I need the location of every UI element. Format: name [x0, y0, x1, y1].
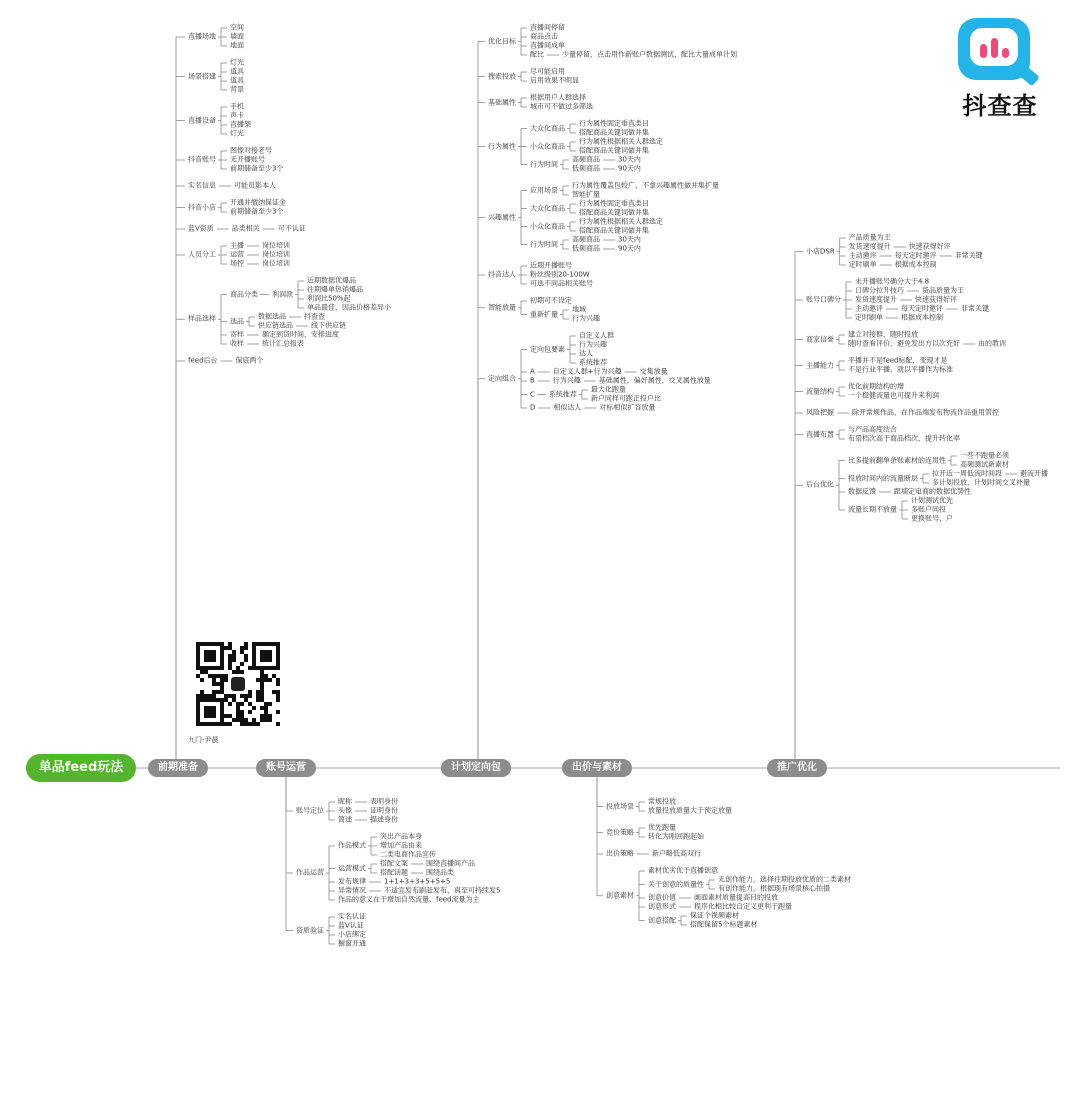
- node-label-3-3-4-1[interactable]: 搭配保留5个标题素材: [689, 920, 758, 929]
- node-label-2-7-0[interactable]: 定向包要素: [529, 345, 565, 353]
- node-label-2-3-2-0[interactable]: 高频商品: [571, 155, 600, 164]
- node-label-0-7[interactable]: 人员分工: [188, 250, 216, 259]
- node-label-4-7-3-0[interactable]: 计划测试优先: [910, 496, 953, 505]
- node-label-0-8-1-1[interactable]: 供应链选品: [257, 321, 293, 330]
- node-label-4-7-0-0[interactable]: 一些不跑量必须: [959, 451, 1009, 460]
- node-label-4-0-2-0-0[interactable]: 非常关键: [954, 251, 983, 260]
- node-label-0-3[interactable]: 抖音账号: [188, 155, 216, 164]
- node-label-4-5[interactable]: 风险把握: [806, 408, 834, 417]
- node-label-1-1-0-0[interactable]: 突出产品本身: [379, 832, 422, 841]
- node-label-4-1-3[interactable]: 主动邀评: [854, 304, 883, 313]
- node-label-4-1-0[interactable]: 未开播账号确分大于4.8: [854, 277, 930, 286]
- node-label-4-7-3-1[interactable]: 多账户同投: [910, 505, 946, 514]
- brand-logo: [954, 18, 1046, 128]
- node-label-0-7-1-0[interactable]: 岗位培训: [261, 250, 290, 259]
- node-label-2-5-2[interactable]: 可选不同品相关账号: [529, 279, 593, 288]
- node-label-1-1-2-0[interactable]: 1+1+3+3+5+5+5: [383, 877, 451, 886]
- node-label-2-2-1[interactable]: 城市可不做过多筛选: [529, 102, 593, 111]
- node-label-4-0-3-0[interactable]: 根据成本控制: [894, 260, 937, 269]
- node-label-0-8-3-0[interactable]: 统计汇总报表: [261, 339, 304, 348]
- node-label-0-3-1[interactable]: 无开播账号: [229, 155, 265, 164]
- node-label-2-6[interactable]: 智能放量: [488, 303, 516, 312]
- node-label-0-8-0-0-0[interactable]: 近期数据优爆品: [306, 276, 356, 285]
- node-label-0-8-2-0[interactable]: 确定到货时间，安排进度: [261, 330, 339, 339]
- node-label-2-7-1-0[interactable]: 自定义人群+行为兴趣: [552, 367, 622, 376]
- node-label-4-4-0[interactable]: 优化前期结构的增: [847, 382, 904, 391]
- node-label-2-7-1[interactable]: A: [529, 367, 535, 376]
- node-label-2-3-2-1[interactable]: 低频商品: [571, 164, 600, 173]
- node-label-2-0[interactable]: 优化目标: [488, 37, 516, 45]
- node-label-3-3[interactable]: 创意素材: [606, 891, 634, 900]
- node-label-0-7-2-0[interactable]: 岗位培训: [261, 259, 290, 268]
- node-label-2-4[interactable]: 兴趣属性: [488, 213, 516, 221]
- node-label-1-0-0-0[interactable]: 表明身份: [369, 797, 398, 806]
- qr-code-image: [196, 642, 280, 726]
- node-label-1-2[interactable]: 资质验证: [296, 926, 324, 934]
- node-label-2-7-2-0-0[interactable]: 基础属性，偏好属性，交叉属性放量: [598, 376, 711, 385]
- node-label-3-1-1[interactable]: 转化为刚回跑起始: [647, 832, 704, 841]
- node-label-1-0-2[interactable]: 简述: [337, 815, 352, 824]
- node-label-3-1[interactable]: 竞价策略: [606, 828, 634, 836]
- node-label-4-0-2[interactable]: 主动邀评: [848, 251, 877, 260]
- node-label-2-0-3-0[interactable]: 少量停留，点击用作新账户数据测试，配比大量成单计划: [561, 50, 737, 59]
- node-label-2-4-0-0[interactable]: 行为属性覆盖包较广，不拿兴趣属性做并集扩量: [571, 181, 719, 190]
- section-node-promotion[interactable]: 推广优化: [767, 759, 827, 777]
- node-label-1-1-1[interactable]: 运营模式: [337, 864, 366, 872]
- node-label-0-6[interactable]: 蓝V资质: [188, 224, 214, 233]
- node-label-2-7-0-3[interactable]: 系统推荐: [578, 358, 607, 367]
- node-label-2-7-0-2[interactable]: 达人: [578, 349, 593, 358]
- node-label-4-1-3-0[interactable]: 每天定时邀评: [900, 304, 943, 313]
- node-label-2-3[interactable]: 行为属性: [488, 142, 516, 150]
- node-label-2-7-4[interactable]: D: [529, 403, 536, 412]
- node-label-4-6-0[interactable]: 与产品高度结合: [847, 425, 897, 434]
- node-label-4-6-1[interactable]: 布景档次高于商品档次，提升转化率: [847, 434, 960, 443]
- node-label-2-4-3-0[interactable]: 高频商品: [571, 235, 600, 244]
- node-label-3-3-1-0[interactable]: 无创作能力，选择往期投放优质的二类素材: [717, 875, 851, 884]
- node-label-0-7-0-0[interactable]: 岗位培训: [261, 241, 290, 250]
- qr-caption: 九门-尹晨: [188, 736, 219, 744]
- node-label-2-4-3-1[interactable]: 低频商品: [571, 244, 600, 253]
- node-label-1-1-1-1[interactable]: 搭配话题: [379, 868, 408, 877]
- node-label-3-0-1[interactable]: 放量投放质量大于预定放量: [647, 806, 732, 815]
- node-label-4-1[interactable]: 账号口碑分: [806, 295, 841, 304]
- brand-name: 抖查查: [962, 92, 1038, 120]
- node-label-4-6[interactable]: 直播布置: [806, 430, 834, 438]
- node-label-3-0-0[interactable]: 常规投放: [647, 797, 676, 806]
- magnifier-icon: [958, 18, 1030, 80]
- node-label-4-5-0[interactable]: 除开常规作品，在作品端发布物流作品重用管控: [851, 408, 999, 417]
- node-label-0-5[interactable]: 抖音小店: [188, 203, 216, 211]
- node-label-0-2-0[interactable]: 手机: [229, 102, 244, 111]
- node-label-2-7[interactable]: 定向组合: [488, 374, 516, 383]
- node-label-3-3-1-1[interactable]: 有创作能力，根据现有场景核心拍摄: [717, 884, 830, 893]
- node-label-2-3-2-1-0[interactable]: 90天内: [617, 164, 641, 173]
- node-label-3-3-4-0[interactable]: 保证个视频素材: [689, 911, 739, 920]
- node-label-3-1-0[interactable]: 优先跑量: [647, 823, 676, 832]
- node-label-1-1-1-1-0[interactable]: 围绕品类: [425, 868, 454, 877]
- node-label-4-7-3[interactable]: 流量长期不放量: [847, 505, 897, 514]
- node-label-4-3[interactable]: 主播能力: [806, 361, 834, 369]
- node-label-4-7-3-2[interactable]: 更换账号、户: [910, 514, 953, 523]
- node-label-0-0-0[interactable]: 空间: [229, 23, 244, 32]
- node-label-0-8-3[interactable]: 收样: [229, 339, 244, 348]
- node-label-2-4-1[interactable]: 大众化商品: [529, 204, 565, 212]
- node-label-2-6-1[interactable]: 重新扩量: [529, 310, 558, 318]
- node-label-2-7-2-0[interactable]: 行为兴趣: [552, 376, 581, 385]
- node-label-4-0-0[interactable]: 产品质量为王: [848, 233, 891, 242]
- node-label-4-1-4-0[interactable]: 根据成本控制: [900, 313, 943, 322]
- node-label-2-1[interactable]: 搜索投放: [488, 72, 516, 80]
- node-label-2-2-0[interactable]: 根据用户人群选择: [529, 93, 586, 102]
- node-label-4-2-0[interactable]: 建立对接群，随时投放: [847, 330, 918, 339]
- node-label-2-4-1-1[interactable]: 搭配商品关键词做并集: [578, 208, 649, 217]
- node-label-2-7-2[interactable]: B: [529, 376, 535, 385]
- node-label-3-3-4[interactable]: 创意搭配: [647, 916, 676, 924]
- node-label-2-2[interactable]: 基础属性: [488, 98, 516, 106]
- node-label-1-1-0-1[interactable]: 增加产品由来: [379, 841, 422, 850]
- node-label-2-0-2[interactable]: 直播间成单: [529, 41, 565, 50]
- node-label-0-3-0[interactable]: 图像对接老号: [229, 146, 272, 155]
- node-label-4-2[interactable]: 商家信誉: [806, 335, 834, 343]
- node-label-0-6-0[interactable]: 品类相关: [231, 224, 260, 233]
- node-label-2-3-2-0-0[interactable]: 30天内: [617, 155, 641, 164]
- node-label-0-0[interactable]: 直播场地: [188, 32, 216, 41]
- node-label-2-3-0[interactable]: 大众化商品: [529, 124, 565, 132]
- node-label-0-9-0[interactable]: 保底两个: [235, 356, 264, 365]
- node-label-4-1-1[interactable]: 口碑分拉升技巧: [854, 286, 904, 295]
- node-label-1-2-1[interactable]: 蓝V认证: [337, 921, 364, 930]
- node-label-0-1-2[interactable]: 道具: [229, 76, 244, 85]
- node-label-1-1[interactable]: 作品运营: [296, 868, 324, 877]
- node-label-4-7-1[interactable]: 投放时间内的流量断层: [847, 474, 918, 482]
- node-label-0-8-0[interactable]: 商品分类: [229, 290, 258, 298]
- node-label-0-2-2[interactable]: 直播架: [229, 120, 251, 129]
- node-label-1-1-1-0-0[interactable]: 围绕直播间产品: [425, 859, 475, 868]
- node-label-4-0-3[interactable]: 定时刷单: [848, 260, 877, 269]
- node-label-1-1-0-2[interactable]: 二类电商作品宣传: [379, 850, 436, 859]
- node-label-1-0-1-0[interactable]: 证明身份: [369, 806, 398, 815]
- node-label-0-0-2[interactable]: 地面: [229, 41, 244, 50]
- node-label-2-3-2[interactable]: 行为时间: [529, 160, 558, 168]
- node-label-4-1-1-0[interactable]: 货品质量为王: [921, 286, 964, 295]
- node-label-2-7-4-0-0[interactable]: 对标相似扩容放量: [599, 403, 656, 412]
- node-label-3-3-2-0[interactable]: 画面素材质量提高目的投放: [693, 893, 778, 902]
- node-label-1-1-4[interactable]: 作品的意义在于增加自然流量、feed流量为主: [337, 895, 480, 904]
- node-label-0-7-1[interactable]: 运营: [229, 250, 244, 259]
- node-label-2-4-2-1[interactable]: 搭配商品关键词做并集: [578, 226, 649, 235]
- node-label-2-4-2[interactable]: 小众化商品: [529, 222, 565, 230]
- node-label-2-4-3-0-0[interactable]: 30天内: [617, 235, 641, 244]
- node-label-4-3-1[interactable]: 不是行业平播，就以平播作为标准: [847, 365, 953, 374]
- node-label-2-5[interactable]: 抖音达人: [488, 270, 516, 279]
- node-label-0-8-2[interactable]: 寄样: [229, 330, 244, 339]
- node-label-2-4-2-0[interactable]: 行为属性根据相关人群选定: [578, 217, 663, 226]
- node-label-0-6-0-0[interactable]: 可不认证: [277, 224, 306, 233]
- node-label-2-6-0[interactable]: 初期可不设定: [529, 296, 572, 305]
- node-label-4-4-1[interactable]: 一个稳健流量也可提升来利润: [847, 391, 939, 400]
- node-label-1-1-1-0[interactable]: 搭配文案: [379, 859, 408, 868]
- node-label-3-3-2[interactable]: 创意价值: [647, 893, 676, 902]
- node-label-4-4[interactable]: 流量结构: [806, 387, 834, 395]
- node-label-0-8-1-1-0[interactable]: 线下供应链: [310, 321, 346, 330]
- node-label-0-8-0-0[interactable]: 利润款: [271, 290, 293, 298]
- node-label-1-0-2-0[interactable]: 描述身份: [369, 815, 398, 824]
- node-label-2-7-3[interactable]: C: [529, 390, 535, 398]
- node-label-0-8-1-0-0[interactable]: 抖查查: [303, 312, 325, 321]
- node-label-1-2-0[interactable]: 实名认证: [337, 912, 366, 921]
- section-node-bid-creative[interactable]: 出价与素材: [562, 759, 632, 777]
- node-label-4-1-3-0-0[interactable]: 非常关键: [960, 304, 989, 313]
- node-label-2-1-1[interactable]: 启用效果不明显: [529, 76, 579, 85]
- node-label-0-7-2[interactable]: 场控: [229, 259, 244, 268]
- node-label-0-8-0-0-1[interactable]: 往期爆单热销爆品: [306, 285, 363, 294]
- node-label-4-2-1-0[interactable]: 由的教训: [977, 339, 1006, 348]
- node-label-2-7-1-0-0[interactable]: 交集放量: [639, 367, 668, 376]
- node-label-3-3-3-0[interactable]: 程序化相比较自定义更利于跑量: [693, 902, 792, 911]
- node-label-2-6-1-0[interactable]: 地域: [571, 305, 586, 314]
- node-label-0-0-1[interactable]: 墙面: [229, 32, 244, 41]
- node-label-1-0[interactable]: 账号定位: [296, 806, 324, 815]
- node-label-2-4-3[interactable]: 行为时间: [529, 240, 558, 248]
- section-node-prep[interactable]: 前期准备: [148, 759, 208, 777]
- node-label-2-7-3-0[interactable]: 系统推荐: [548, 390, 577, 398]
- node-label-0-1-1[interactable]: 道具: [229, 67, 244, 76]
- node-label-4-7[interactable]: 后台优化: [806, 480, 834, 489]
- node-label-1-1-2[interactable]: 发布规律: [337, 877, 366, 886]
- node-label-4-7-0[interactable]: 比多提前翻单条账素材的连贯性: [847, 456, 946, 464]
- node-label-2-0-0[interactable]: 直播间停留: [529, 23, 565, 32]
- node-label-0-8-0-0-3[interactable]: 单品最佳，因品价格差异小: [306, 303, 391, 312]
- node-label-2-1-0[interactable]: 尽可能启用: [529, 67, 565, 76]
- node-label-2-4-1-0[interactable]: 行为属性固定垂直类目: [578, 199, 649, 208]
- node-label-4-0-1[interactable]: 发货速度提升: [848, 242, 891, 251]
- node-label-0-4-0[interactable]: 可能员影本人: [233, 181, 276, 190]
- node-label-4-7-1-1[interactable]: 多计划投放，计划时间交叉补量: [931, 478, 1030, 487]
- node-label-1-2-3[interactable]: 橱窗开通: [337, 939, 366, 948]
- node-label-0-8-1[interactable]: 选品: [229, 317, 244, 325]
- node-label-2-4-3-1-0[interactable]: 90天内: [617, 244, 641, 253]
- node-label-2-6-1-1[interactable]: 行为兴趣: [571, 314, 600, 323]
- node-label-4-7-0-1[interactable]: 高频测试新素材: [959, 460, 1009, 469]
- section-node-targeting[interactable]: 计划定向包: [441, 759, 511, 777]
- node-label-1-1-0[interactable]: 作品模式: [337, 841, 366, 850]
- node-label-0-8-0-0-2[interactable]: 利润比50%起: [306, 294, 351, 303]
- node-label-3-3-1[interactable]: 关于创意的质量性: [647, 880, 704, 888]
- node-label-2-7-0-0[interactable]: 自定义人群: [578, 331, 614, 340]
- node-label-4-7-2[interactable]: 数据反馈: [847, 487, 876, 496]
- node-label-0-5-0[interactable]: 开通并缴纳保证金: [229, 198, 286, 207]
- node-label-0-1[interactable]: 场景搭建: [188, 72, 216, 80]
- node-label-0-2[interactable]: 直播设备: [188, 116, 216, 124]
- node-label-2-7-3-0-0[interactable]: 最大化跑量: [590, 385, 626, 394]
- node-label-0-9[interactable]: feed后台: [188, 356, 218, 365]
- node-label-3-3-3[interactable]: 创意形式: [647, 902, 676, 911]
- node-label-0-8[interactable]: 样品选样: [188, 314, 216, 323]
- node-label-4-7-1-0[interactable]: 拉开近一周低流时间段: [931, 469, 1002, 478]
- node-label-4-0-2-0[interactable]: 每天定时邀评: [894, 251, 937, 260]
- node-label-0-5-1[interactable]: 前期储备至少3个: [229, 207, 284, 216]
- section-node-account[interactable]: 账号运营: [256, 759, 316, 777]
- node-label-4-0-1-0[interactable]: 快速获得好评: [908, 242, 951, 251]
- node-label-0-8-1-0[interactable]: 数据选品: [257, 312, 286, 321]
- node-label-4-2-1[interactable]: 随时查看评价，避免发出方以次充好: [847, 339, 960, 348]
- node-label-2-0-3[interactable]: 配比: [529, 50, 544, 59]
- node-label-2-7-3-0-1[interactable]: 新户同样可跑正投户比: [590, 394, 661, 403]
- node-label-4-1-2-0[interactable]: 快速获得好评: [914, 295, 957, 304]
- node-label-2-5-0[interactable]: 近期开播账号: [529, 261, 572, 270]
- node-label-2-0-1[interactable]: 商品点击: [529, 32, 558, 41]
- node-label-2-5-1[interactable]: 粉丝级别20-100W: [529, 270, 590, 279]
- node-label-3-3-0[interactable]: 素材优劣优于直播创意: [647, 866, 718, 875]
- node-label-1-0-1[interactable]: 头像: [337, 806, 352, 815]
- node-label-3-0[interactable]: 投放场景: [606, 802, 634, 810]
- node-label-0-1-0[interactable]: 灯光: [229, 58, 244, 67]
- node-label-2-4-0[interactable]: 应用场景: [529, 186, 558, 194]
- node-label-1-1-3[interactable]: 异常情况: [337, 886, 366, 895]
- node-label-3-2-0[interactable]: 新户略低高双行: [651, 849, 701, 858]
- node-label-2-3-1-0[interactable]: 行为属性根据相关人群选定: [578, 137, 663, 146]
- node-label-2-3-1[interactable]: 小众化商品: [529, 142, 565, 150]
- node-label-2-3-0-1[interactable]: 搭配商品关键词做并集: [578, 128, 649, 137]
- node-label-2-4-0-1[interactable]: 智能扩量: [571, 190, 600, 199]
- node-label-0-7-0[interactable]: 主播: [229, 241, 244, 250]
- node-label-0-2-1[interactable]: 声卡: [229, 111, 244, 120]
- node-label-0-1-3[interactable]: 背景: [229, 85, 244, 94]
- node-label-2-7-4-0[interactable]: 相似达人: [553, 403, 582, 412]
- node-label-4-0[interactable]: 小店DSR: [806, 247, 835, 255]
- node-label-0-4[interactable]: 实名信息: [188, 181, 216, 190]
- node-label-2-3-1-1[interactable]: 搭配商品关键词做并集: [578, 146, 649, 155]
- node-label-0-2-3[interactable]: 灯光: [229, 129, 244, 138]
- node-label-4-7-1-0-0[interactable]: 避流开播: [1019, 469, 1048, 478]
- node-label-2-3-0-0[interactable]: 行为属性固定垂直类目: [578, 119, 649, 128]
- node-label-4-1-4[interactable]: 定时刷单: [854, 313, 883, 322]
- node-label-4-1-2[interactable]: 发货速度提升: [854, 295, 897, 304]
- root-node[interactable]: 单品feed玩法: [26, 754, 136, 782]
- node-label-4-7-2-0[interactable]: 跟埔定电商的数据优势性: [893, 487, 971, 496]
- node-label-3-2[interactable]: 出价策略: [606, 849, 634, 858]
- node-label-4-3-0[interactable]: 平播并不是feed标配，变现才是: [847, 356, 948, 365]
- node-label-0-3-2[interactable]: 前期储备至少3个: [229, 164, 284, 173]
- node-label-1-0-0[interactable]: 昵称: [337, 797, 352, 806]
- node-label-2-7-0-1[interactable]: 行为兴趣: [578, 340, 607, 349]
- node-label-1-1-3-0[interactable]: 不适宜发布刷赶发布，真至可持续发5: [383, 886, 501, 895]
- node-label-1-2-2[interactable]: 小店绑定: [337, 930, 366, 939]
